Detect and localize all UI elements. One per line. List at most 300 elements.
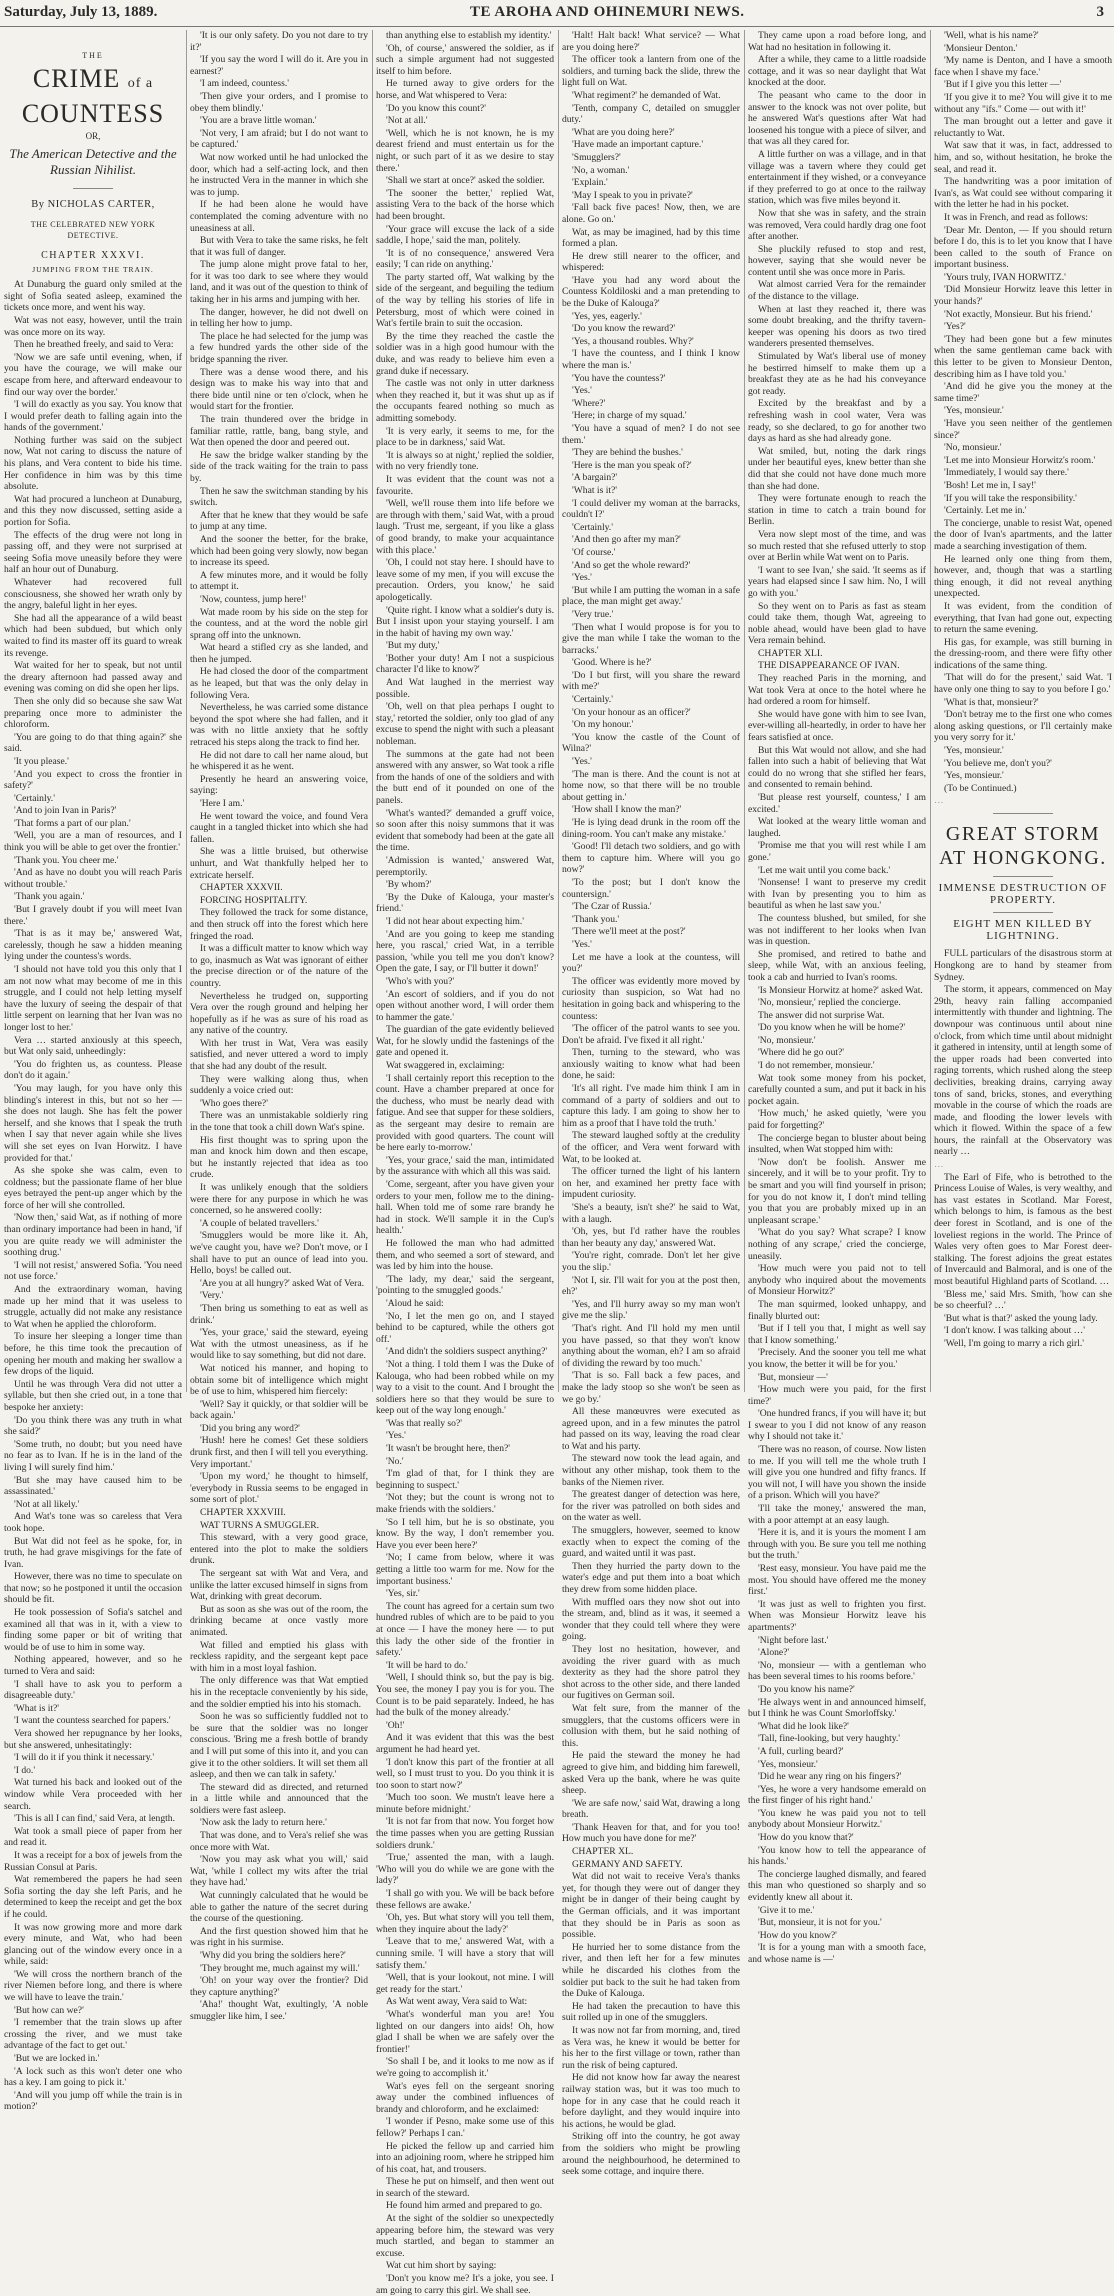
article-paragraph: 'How much were you paid, for the first time?' (748, 1384, 926, 1407)
article-paragraph: It was evident that the count was not a favourite. (376, 473, 554, 497)
article-paragraph: His gas, for example, was still burning in the dressing-room, and there were fifty other indications of the same thing. (934, 636, 1112, 671)
article-paragraph: 'Dear Mr. Denton, — If you should return before I do, this is to let you know that I have been called to the south of France on important business. (934, 224, 1112, 271)
chapter-36-title: CHAPTER XXXVI. (41, 249, 145, 261)
article-paragraph: 'No, a woman.' (572, 164, 630, 176)
article-paragraph: 'If you say the word I will do it. Are you in earnest?' (190, 54, 368, 77)
article-paragraph: 'Give it to me.' (758, 1904, 815, 1916)
story-title (4, 64, 182, 129)
article-paragraph: 'Then what I would propose is for you to give the man while I take the woman to the barracks.' (562, 621, 740, 656)
chapter-36-subtitle: JUMPING FROM THE TRAIN. (32, 264, 154, 274)
article-paragraph: 'Nonsense! I want to preserve my credit with Ivan by presenting you to him as beautiful as when he last saw you.' (748, 877, 926, 912)
article-paragraph: 'If you give it to me? You will give it to me without any "ifs." Come — out with it!' (934, 91, 1112, 115)
article-paragraph: They reached Paris in the morning, and Wat took Vera at once to the hotel where he had ordered a room for himself. (748, 673, 926, 708)
column-2 (190, 30, 368, 2022)
article-paragraph: 'Well? Say it quickly, or that soldier will be back again.' (190, 1398, 368, 1422)
article-paragraph: 'We will cross the northern branch of the river Niemen before long, and there is where we will have to leave the train.' (4, 1968, 182, 2004)
article-paragraph: 'Tall, fine-looking, but very haughty.' (758, 1733, 901, 1745)
article-paragraph: It was now not far from morning, and, tired as Vera was, he knew it would be better for his her to the first village or town, rather than run the risk of being captured. (562, 2024, 740, 2071)
article-paragraph: Wat did not wait to receive Vera's thanks yet, for though they were out of danger they might be in danger of their being caught by the German officials, and it was important that they should be in Paris as soon as possible. (562, 1871, 740, 1941)
article-paragraph: 'But please rest yourself, countess,' I am excited.' (748, 792, 926, 815)
page-number: 3 (1096, 4, 1104, 20)
article-paragraph: 'Here is the man you speak of?' (572, 459, 692, 471)
article-paragraph: The danger, however, he did not dwell on in telling her how to jump. (190, 306, 368, 330)
article-paragraph: After a while, they came to a little roadside cottage, and it was so near daylight that Wat knocked at the door. (748, 54, 926, 89)
article-paragraph: 'By whom?' (386, 879, 432, 891)
article-paragraph: Wat was not easy, however, until the train was once more on its way. (4, 314, 182, 338)
article-paragraph: 'You believe me, don't you?' (944, 757, 1052, 769)
article-paragraph: 'I wonder if Pesno, make some use of this fellow?' Perhaps I can.' (376, 2116, 554, 2139)
article-paragraph: 'No, I let the men go on, and I stayed behind to be captured, while the others got off.' (376, 1310, 554, 1345)
article-paragraph: 'Thank you.' (572, 913, 620, 925)
article-paragraph: 'To the post; but I don't know the countersign.' (562, 876, 740, 900)
article-paragraph: 'I remember that the train slows up after crossing the river, and we must take advantage of the fact to get out.' (4, 2017, 182, 2052)
article-paragraph: 'Yes, monsieur.' (944, 405, 1004, 417)
article-paragraph: If he had been alone he would have contemplated the coming adventure with no uneasiness at all. (190, 199, 368, 234)
divider (73, 188, 113, 189)
article-paragraph: 'Where did he go out?' (758, 1047, 845, 1059)
article-paragraph: To insure her sleeping a longer time than before, he this time took the precaution of opening her mouth and making her swallow a few drops of the liquid. (4, 1331, 182, 1378)
article-paragraph: 'Now you may ask what you will,' said Wat, 'while I collect my wits after the trial they have had.' (190, 1854, 368, 1889)
article-paragraph: 'The Czar of Russia.' (572, 901, 652, 913)
article-paragraph: 'I'm glad of that, for I think they are beginning to suspect.' (376, 1468, 554, 1491)
article-paragraph: So they went on to Paris as fast as steam could take them, though Wat, agreeing to noble ahead, would have been glad to have Vera remain behind. (748, 600, 926, 647)
column-rule (744, 30, 745, 1392)
article-paragraph: 'An escort of soldiers, and if you do not open without another word, I will order them to hammer the gate.' (376, 988, 554, 1023)
article-paragraph: The concierge laughed dismally, and feared this man who questioned so sharply and so evidently knew all about it. (748, 1868, 926, 1904)
storm-subtitle: IMMENSE DESTRUCTION OF PROPERTY. (938, 882, 1108, 906)
article-paragraph: And Wat's tone was so careless that Vera took hope. (4, 1511, 182, 1534)
article-paragraph: 'Yes, monsieur.' (944, 745, 1004, 757)
article-paragraph: 'Yes, and I'll hurry away so my man won't give me the slip.' (562, 1298, 740, 1322)
article-paragraph: 'Yes, he wore a very handsome emerald on the first finger of his right hand.' (748, 1783, 926, 1807)
article-paragraph: 'But, monsieur —' (758, 1371, 828, 1383)
article-paragraph: Wat's eyes fell on the sergeant snoring away under the combined influences of brandy and chloroform, and he exclaimed: (376, 2080, 554, 2115)
article-paragraph: 'You're right, comrade. Don't let her give you the slip.' (562, 1250, 740, 1273)
article-paragraph: 'Admission is wanted,' answered Wat, peremptorily. (376, 854, 554, 878)
article-paragraph: Excited by the breakfast and by a refreshing wash in cool water, Vera was ready, so she declared, to go for another two days as hard as she had already gone. (748, 398, 926, 445)
article-paragraph: 'I shall have to ask you to perform a disagreeable duty.' (4, 1678, 182, 1702)
article-paragraph: He saw the bridge walker standing by the side of the track waiting for the train to pass by. (190, 449, 368, 484)
article-paragraph: Then he saw the switchman standing by his switch. (190, 485, 368, 509)
article-paragraph: She had all the appearance of a wild beast which had been subdued, but which only waited to find its master off its guard to wreak its revenge. (4, 612, 182, 659)
column-6-body-top (934, 30, 1112, 807)
article-paragraph: 'Oh! on your way over the frontier? Did they capture anything?' (190, 1975, 368, 1998)
article-paragraph: 'Oh, I could not stay here. I should have to leave some of my men, if you will excuse the precaution. Orders, you know,' he said apologetically. (376, 557, 554, 603)
article-paragraph: Then they hurried the party down to the water's edge and put them into a boat which they drew from some hidden place. (562, 1560, 740, 1595)
article-paragraph: The answer did not surprise Wat. (758, 1009, 885, 1021)
article-paragraph: 'They are behind the bushes.' (572, 447, 683, 459)
article-paragraph: He turned away to give orders for the horse, and Wat whispered to Vera: (376, 78, 554, 101)
article-paragraph: She would have gone with him to see Ivan, ever-willing all-heartedly, in order to have her fears satisfied at once. (748, 708, 926, 744)
article-paragraph: 'My name is Denton, and I have a smooth face when I shave my face.' (934, 55, 1112, 78)
article-paragraph: 'I could deliver my woman at the barracks, couldn't I?' (562, 497, 740, 521)
article-paragraph: But with Vera to take the same risks, he felt that it was full of danger. (190, 235, 368, 258)
article-paragraph: She was a little bruised, but otherwise unhurt, and Wat thankfully helped her to extricate herself. (190, 846, 368, 881)
article-paragraph: 'Tenth, company C, detailed on smuggler duty.' (562, 102, 740, 126)
article-paragraph: 'What do you say? What scrape? I know nothing of any scrape,' cried the concierge, uneasily. (748, 1227, 926, 1262)
article-paragraph: 'A full, curling beard?' (758, 1745, 844, 1757)
article-paragraph: 'He always went in and announced himself, but I think he was Count Smorloffsky.' (748, 1696, 926, 1720)
article-paragraph: The Earl of Fife, who is betrothed to the Princess Louise of Wales, is very wealthy, and has vast estates in Scotland. Mar Forest, which belongs to him, is famous as the best deer forest in Scotland, and is one of the loveliest regions in the world. The Prince of Wales very often goes to Mar Forest deer-stalking. The forest adjoins the great estates of Invercauld and Balmoral, and is one of the most beautiful Highland parts of Scotland. … (934, 1171, 1112, 1287)
article-paragraph: 'Don't you know me? It's a joke, you see. I am going to carry this girl. We shall see. (376, 2273, 554, 2296)
article-paragraph: FORCING HOSPITALITY. (200, 894, 308, 906)
article-paragraph: The train thundered over the bridge in familiar rattle, rattle, bang, bang style, and Wat then opened the door and peered out. (190, 414, 368, 449)
article-paragraph: 'And didn't the soldiers suspect anything?' (386, 1346, 548, 1358)
article-paragraph: 'No, monsieur,' replied the concierge. (758, 997, 901, 1009)
article-paragraph: He followed the man who had admitted them, and who seemed a sort of steward, and was led by him into the house. (376, 1237, 554, 1273)
article-paragraph: 'Have made an important capture.' (572, 139, 704, 151)
article-paragraph: It was in French, and read as follows: (944, 211, 1088, 223)
column-5 (748, 30, 926, 1965)
story-title-of: of a (127, 75, 154, 91)
article-paragraph: 'What is it?' (14, 1702, 60, 1714)
article-paragraph: And the first question showed him that he was right in his surmise. (190, 1925, 368, 1949)
article-paragraph: It was a receipt for a box of jewels from the Russian Consul at Paris. (4, 1849, 182, 1873)
article-paragraph: 'Where?' (572, 397, 606, 409)
article-paragraph: 'So shall I be, and it looks to me now as if we're going to accomplish it.' (376, 2056, 554, 2079)
story-subtitle: The American Detective and the Russian Nihilist. (9, 146, 177, 178)
article-paragraph: 'I do not remember, monsieur.' (758, 1060, 875, 1072)
article-paragraph: 'Let me wait until you come back.' (758, 864, 891, 876)
column-2-body (190, 30, 368, 2023)
article-paragraph: The officer took a lantern from one of the soldiers, and turning back the slide, threw the light full on Wat. (562, 54, 740, 89)
article-paragraph: 'It is not far from that now. You forget how the time passes when you are getting Russian soldiers drunk.' (376, 1816, 554, 1851)
article-paragraph: 'Thank Heaven for that, and for you too! How much you have done for me?' (562, 1821, 740, 1845)
article-paragraph: They were walking along thus, when suddenly a voice cried out: (190, 1073, 368, 1097)
story-title-part2: COUNTESS (21, 98, 165, 128)
article-paragraph: Wat cut him short by saying: (386, 2260, 497, 2272)
divider (993, 876, 1053, 877)
article-paragraph: 'How much,' he asked quietly, 'were you paid for forgetting?' (748, 1108, 926, 1132)
article-paragraph: 'The officer of the patrol wants to see you. Don't be afraid. I've fixed it all right.' (562, 1023, 740, 1046)
article-paragraph: Wat heard a stifled cry as she landed, and then he jumped. (190, 642, 368, 665)
article-paragraph: 'Oh!' (386, 1719, 405, 1731)
article-paragraph: The guardian of the gate evidently believed Wat, for he slowly undid the fastenings of the gate and opened it. (376, 1024, 554, 1059)
article-paragraph: 'Yes, monsieur.' (758, 1758, 818, 1770)
article-paragraph: 'Yes, monsieur.' (944, 770, 1004, 782)
article-paragraph: As Wat went away, Vera said to Wat: (386, 1996, 528, 2008)
article-paragraph: 'Alone?' (758, 1647, 790, 1659)
article-paragraph: The greatest danger of detection was here, for the river was patrolled on both sides and on the water as well. (562, 1489, 740, 1524)
story-the: THE (82, 51, 104, 60)
column-rule (930, 30, 931, 1392)
article-paragraph: 'Good. Where is he?' (572, 657, 652, 669)
article-paragraph: 'What's wonderful man you are! You lighted on our dangers into aids! Oh, how glad I shall be when we are safely over the frontier!' (376, 2008, 554, 2055)
article-paragraph: 'But how can we?' (14, 2004, 84, 2016)
article-paragraph: He hurried her to some distance from the river, and then left her for a few minutes while he discarded his clothes from the soldier put back to the suit he had taken from the Duke of Kalouga. (562, 1941, 740, 2000)
article-paragraph: Wat took some money from his pocket, carefully counted a sum, and put it back in his pocket again. (748, 1072, 926, 1107)
article-paragraph: 'But if I tell you that, I might as well say that I know something.' (748, 1323, 926, 1346)
article-paragraph: 'Oh, well on that plea perhaps I ought to stay,' retorted the soldier, only too glad of any excuse to spend the night with such a pleasant nobleman. (376, 701, 554, 748)
article-paragraph: But as soon as she was out of the room, the drinking became at once vastly more animated. (190, 1603, 368, 1638)
article-paragraph: Wat swaggered in, exclaiming: (386, 1060, 505, 1072)
article-paragraph: Wat felt sure, from the manner of the smugglers, that the customs officers were in collusion with them, but he said nothing of this. (562, 1702, 740, 1749)
article-paragraph: 'Promise me that you will rest while I am gone.' (748, 840, 926, 863)
article-paragraph: than anything else to establish my identity.' (386, 30, 552, 41)
column-rule (558, 30, 559, 1392)
article-paragraph: 'Not at all.' (386, 115, 428, 127)
article-paragraph: 'Yes.' (386, 1430, 406, 1442)
article-paragraph: 'Now we are safe until evening, when, if you have the courage, we will make our escape from here, and afterward endeavour to find our way over the border.' (4, 351, 182, 398)
article-paragraph: 'Yes.' (572, 756, 592, 768)
article-paragraph: 'Good! I'll detach two soldiers, and go with them to capture him. Where will you go now?' (562, 841, 740, 876)
article-paragraph: 'A couple of belated travellers.' (200, 1217, 319, 1229)
article-paragraph: They came upon a road before long, and Wat had no hesitation in following it. (748, 30, 926, 53)
article-paragraph: By the time they reached the castle the soldier was in a high good humour with the duke, and was ready to believe him even a grand duke if necessary. (376, 330, 554, 377)
article-paragraph: 'I have the countess, and I think I know where the man is.' (562, 348, 740, 372)
article-paragraph: 'It was just as well to frighten you first. When was Monsieur Horwitz leave his apartments?' (748, 1598, 926, 1633)
article-paragraph: 'But I gravely doubt if you will meet Ivan there.' (4, 904, 182, 927)
article-paragraph: 'Certainly. Let me in.' (944, 505, 1027, 517)
article-paragraph: 'But we are locked in.' (14, 2053, 100, 2065)
article-paragraph: 'And will you jump off while the train is in motion?' (4, 2089, 182, 2113)
story-heading (4, 50, 182, 178)
article-paragraph: 'She's a beauty, isn't she?' he said to Wat, with a laugh. (562, 1202, 740, 1225)
article-paragraph: Wat had procured a luncheon at Dunaburg, and this they now discussed, setting aside a portion for Sofia. (4, 493, 182, 529)
article-paragraph: 'What regiment?' he demanded of Wat. (572, 89, 721, 101)
article-paragraph: After that he knew that they would be safe to jump at any time. (190, 509, 368, 533)
article-paragraph: 'The lady, my dear,' said the sergeant, 'pointing to the smuggled goods.' (376, 1273, 554, 1297)
article-paragraph: 'Who's with you?' (386, 975, 455, 987)
article-paragraph: 'On my honour.' (572, 719, 634, 731)
article-paragraph: 'I do.' (14, 1764, 36, 1776)
article-paragraph: 'Explain.' (572, 177, 608, 189)
article-paragraph: Nevertheless he trudged on, supporting Vera over the rough ground and helping her hopefully as if he was as sure of his road as any native of the country. (190, 990, 368, 1037)
divider (993, 912, 1053, 913)
article-paragraph: 'Have you had any word about the Countess Koldiloski and a man pretending to be the Duke of Kalouga?' (562, 274, 740, 310)
article-paragraph: 'Well, you are a man of resources, and I think you will be able to get over the frontier.' (4, 830, 182, 854)
article-paragraph: 'It's all right. I've made him think I am in command of a party of soldiers and out to capture this lady. I am going to show her to him as a proof that I have told the truth.' (562, 1083, 740, 1129)
article-paragraph: Wat now worked until he had unlocked the door, which had a self-acting lock, and then he instructed Vera in the manner in which she was to jump. (190, 151, 368, 198)
article-paragraph: 'Leave that to me,' answered Wat, with a cunning smile. 'I will have a story that will satisfy them.' (376, 1936, 554, 1971)
article-paragraph: He learned only one thing from them, however, and, though that was a startling thing enough, it did not reveal anything unexpected. (934, 553, 1112, 600)
article-paragraph: The concierge, unable to resist Wat, opened the door of Ivan's apartments, and the latter made a searching investigation of them. (934, 517, 1112, 552)
article-paragraph: 'The sooner the better,' replied Wat, assisting Vera to the back of the horse which had been brought. (376, 187, 554, 222)
article-paragraph: But this Wat would not allow, and she had fallen into such a habit of believing that Wat could do no wrong that she stifled her fears, and consented to remain behind. (748, 744, 926, 791)
article-paragraph: 'Well, we'll rouse them into life before we are through with them,' said Wat, with a proud laugh. 'Trust me, sergeant, if you like a glass of good brandy, to make your acquaintance with this place.' (376, 498, 554, 556)
article-paragraph: A little further on was a village, and in that village was a tavern where they could get entertainment if they wished, or a conveyance if they preferred to go at once to the railway station, which was five miles beyond it. (748, 148, 926, 207)
article-paragraph: 'It is always so at night,' replied the soldier, with no very friendly tone. (376, 449, 554, 473)
article-paragraph: The party started off, Wat walking by the side of the sergeant, and beguiling the tedium of the way by telling his stories of life in Petersburg, most of which were coined in Wat's fertile brain to suit the occasion. (376, 271, 554, 330)
article-paragraph: The sergeant sat with Wat and Vera, and unlike the latter excused himself in signs from Wat, drinking with great decorum. (190, 1568, 368, 1603)
article-paragraph: The jump alone might prove fatal to her, for it was too dark to see where they would land, and it was out of the question to think of taking her in his arms and jumping with her. (190, 259, 368, 306)
article-paragraph: The handwriting was a poor imitation of Ivan's, as Wat could see without comparing it with the letter he had in his pocket. (934, 176, 1112, 211)
article-paragraph: 'Very true.' (572, 608, 614, 620)
article-paragraph: He found him armed and prepared to go. (386, 2200, 543, 2212)
article-paragraph: 'That's right. And I'll hold my men until you have passed, so that they won't know anything about the woman, eh? I am so afraid of dividing the reward by too much.' (562, 1322, 740, 1369)
article-paragraph: 'Come, sergeant, after you have given your orders to your men, follow me to the dining-hall. When told me of some rare brandy he had in stock. We'll sample it in the Cup's health.' (376, 1179, 554, 1237)
article-paragraph: The steward now took the lead again, and without any other mishap, took them to the banks of the Niemen river. (562, 1453, 740, 1488)
article-paragraph: 'Oh, yes, but I'd rather have the roubles than her beauty any day,' answered Wat. (562, 1226, 740, 1249)
article-paragraph: 'Hush! here he comes! Get these soldiers drunk first, and then I will tell you everything. Very important.' (190, 1435, 368, 1470)
article-paragraph: 'Did Monsieur Horwitz leave this letter in your hands?' (934, 284, 1112, 308)
article-paragraph: 'Yes, your grace,' said the steward, eyeing Wat with the utmost uneasiness, as if he would like to say something, but did not dare. (190, 1327, 368, 1362)
article-paragraph: … (934, 795, 945, 807)
article-paragraph: 'You do frighten us, as countess. Please don't do it again.' (4, 1058, 182, 1082)
article-paragraph: 'Certainly.' (14, 792, 55, 804)
article-paragraph: Wat looked at the weary little woman and laughed. (748, 816, 926, 839)
article-paragraph: 'Well, that is your lookout, not mine. I will get ready for the start.' (376, 1972, 554, 1995)
article-paragraph: 'They had been gone but a few minutes when the same gentleman came back with this letter to be given to Monsieur Denton, describing him as I have told you.' (934, 333, 1112, 380)
article-paragraph: The castle was not only in utter darkness when they reached it, but it was shut up as if the occupants feared nothing so much as admitting somebody. (376, 378, 554, 424)
article-paragraph: He had taken the precaution to have this suit rolled up in one of the smugglers. (562, 2000, 740, 2024)
article-paragraph: 'On your honour as an officer?' (572, 706, 691, 718)
article-paragraph: 'A bargain?' (572, 472, 618, 484)
article-paragraph: 'And to join Ivan in Paris?' (14, 805, 117, 817)
article-paragraph: But Wat did not feel as he spoke, for, in truth, he had grave misgivings for the fate of Ivan. (4, 1535, 182, 1570)
article-paragraph: Wat cunningly calculated that he would be able to gather the nature of the secret during the course of the questioning. (190, 1890, 368, 1925)
article-paragraph: 'Yes.' (572, 385, 592, 397)
article-paragraph: There was an unmistakable soldierly ring in the tone that took a chill down Wat's spine. (190, 1110, 368, 1134)
article-paragraph: Striking off into the country, he got away from the soldiers who might be prowling around the neighbourhood, he determined to seek some cottage, and inquire there. (562, 2131, 740, 2178)
article-paragraph: THE DISAPPEARANCE OF IVAN. (758, 660, 900, 672)
article-paragraph: 'The man is there. And the count is not at home now, so that there will be no trouble about getting in.' (562, 768, 740, 803)
article-paragraph: As she spoke she was calm, even to coldness; but the passionate flame of her blue eyes betrayed the pent-up anger which by the force of her will she controlled. (4, 1165, 182, 1211)
article-paragraph: 'They brought me, much against my will.' (200, 1962, 360, 1974)
column-rule (372, 30, 373, 1392)
article-paragraph: He paid the steward the money he had agreed to give him, and bidding him farewell, asked Vera up the bank, where he was quite sheep. (562, 1750, 740, 1797)
article-paragraph: 'How do you know?' (758, 1929, 837, 1941)
article-paragraph: Vera showed her repugnance by her looks, but she answered, unhesitatingly: (4, 1728, 182, 1751)
article-paragraph: 'Then give your orders, and I promise to obey them blindly.' (190, 90, 368, 114)
article-paragraph: 'Not at all likely.' (14, 1498, 80, 1510)
article-paragraph: It was evident, from the condition of everything, that Ivan had gone out, expecting to return the same evening. (934, 600, 1112, 636)
column-4-body (562, 30, 740, 2178)
article-paragraph: CHAPTER XXXVII. (200, 882, 283, 894)
article-paragraph: 'Don't betray me to the first one who comes along asking questions, or I'll certainly make you very sorry for it.' (934, 709, 1112, 744)
article-paragraph: 'What's wanted?' demanded a gruff voice, so soon after this noisy summons that it was evident that somebody had been at the gate all the time. (376, 807, 554, 854)
article-paragraph: Let me have a look at the countess, will you?' (562, 951, 740, 975)
article-paragraph: Nevertheless, he was carried some distance beyond the spot where she had fallen, and it was with no little anxiety that he softly retraced his steps along the track to find her. (190, 702, 368, 749)
article-paragraph: 'It will be hard to do.' (386, 1659, 468, 1671)
article-paragraph: 'Did he wear any ring on his fingers?' (758, 1771, 902, 1783)
article-paragraph: 'Yes, sir.' (386, 1588, 420, 1600)
column-4 (562, 30, 740, 2178)
article-paragraph: 'Well, what is his name?' (944, 30, 1039, 41)
article-paragraph: She pluckily refused to stop and rest, however, saying that she would never be content until she was once more in Paris. (748, 243, 926, 278)
article-paragraph: 'Night before last.' (758, 1634, 829, 1646)
article-paragraph: That was done, and to Vera's relief she was once more with Wat. (190, 1830, 368, 1853)
column-3 (376, 30, 554, 2296)
article-paragraph: 'What are you doing here?' (572, 126, 675, 138)
article-paragraph: 'Not they; but the count is wrong not to make friends with the soldiers.' (376, 1492, 554, 1516)
article-paragraph: 'But, monsieur, it is not for you.' (758, 1917, 882, 1929)
story-title-part1: CRIME (32, 63, 121, 93)
article-paragraph: The summons at the gate had not been answered with any answer, so Wat took a rifle from the hands of one of the soldiers and with the butt end of it pounded on one of the panels. (376, 748, 554, 806)
article-paragraph: 'No, monsieur.' (944, 442, 1002, 454)
article-paragraph: 'Yes, yes, eagerly.' (572, 310, 642, 322)
article-paragraph: His first thought was to spring upon the man and knock him down and then escape, but he instantly rejected that idea as too crude. (190, 1134, 368, 1181)
article-paragraph: 'You are a brave little woman.' (200, 115, 317, 127)
article-paragraph: 'And then go after my man?' (572, 534, 681, 546)
article-paragraph: 'Is Monsieur Horwitz at home?' asked Wat. (758, 984, 923, 996)
article-paragraph: The steward laughed softly at the credulity of the officer, and Vera went forward with Wat, to be looked at. (562, 1130, 740, 1165)
article-paragraph: 'And did he give you the money at the same time?' (934, 381, 1112, 404)
article-paragraph: 'No.' (386, 1455, 404, 1467)
article-paragraph: 'Not I, sir. I'll wait for you at the post then, eh?' (562, 1274, 740, 1298)
article-paragraph: Wat made room by his side on the step for the countess, and at the word the noble girl sprang off into the unknown. (190, 606, 368, 641)
article-paragraph: 'Rest easy, monsieur. You have paid me the most. You should have offered me the money first.' (748, 1563, 926, 1598)
article-paragraph: And the sooner the better, for the brake, which had been going very slowly, now began to increase its speed. (190, 533, 368, 569)
article-paragraph: 'You know the castle of the Count of Wilna?' (562, 731, 740, 755)
article-paragraph: They followed the track for some distance, and then struck off into the forest which here fringed the road. (190, 907, 368, 942)
article-paragraph: Wat waited for her to speak, but not until the dreary afternoon had passed away and evening was coming on did she open her lips. (4, 660, 182, 695)
article-paragraph: 'Yes?' (944, 321, 966, 333)
article-paragraph: 'But my duty,' (386, 640, 440, 652)
article-paragraph: 'Do you think there was any truth in what she said?' (4, 1414, 182, 1438)
article-paragraph: 'Now, countess, jump here!' (200, 593, 306, 605)
article-paragraph: The count has agreed for a certain sum two hundred rubles of which are to be paid to you at once — I have the money here — to put this lady the other side of the frontier in safety.' (376, 1600, 554, 1659)
article-paragraph: A few minutes more, and it would be folly to attempt it. (190, 569, 368, 593)
article-paragraph: 'It you please.' (14, 755, 69, 767)
article-paragraph: With her trust in Wat, Vera was easily satisfied, and never uttered a word to imply that she had any doubt of the result. (190, 1037, 368, 1073)
article-paragraph: 'I did not hear about expecting him.' (386, 915, 524, 927)
article-paragraph: And Wat laughed in the merriest way possible. (376, 677, 554, 700)
article-paragraph: 'This is all I can find,' said Vera, at length. (14, 1813, 176, 1825)
article-paragraph: 'There we'll meet at the post?' (572, 926, 686, 938)
article-paragraph: 'Do you know when he will be home?' (758, 1022, 906, 1034)
article-paragraph: 'I will not resist,' answered Sofia. 'You need not use force.' (4, 1259, 182, 1283)
article-paragraph: 'You have the countess?' (572, 372, 666, 384)
article-paragraph: 'Your grace will excuse the lack of a side saddle, I hope,' said the man, politely. (376, 223, 554, 247)
article-paragraph: The place he had selected for the jump was a few hundred yards the other side of the bridge spanning the river. (190, 330, 368, 366)
article-paragraph: It was now growing more and more dark every minute, and Wat, who had been glancing out of the window every once in a while, said: (4, 1921, 182, 1968)
article-paragraph: 'Now ask the lady to return here.' (200, 1817, 327, 1829)
article-paragraph: There was a dense wood there, and his design was to make his way into that and there bide until nine or ten o'clock, when he would start for the frontier. (190, 366, 368, 413)
article-paragraph: 'But what is that?' asked the young lady. (944, 1312, 1098, 1324)
article-paragraph: 'It is very early, it seems to me, for the place to be in darkness,' said Wat. (376, 425, 554, 449)
article-paragraph: 'I'll take the money,' answered the man, with a poor attempt at an easy laugh. (748, 1503, 926, 1526)
columns (4, 30, 1112, 2296)
article-paragraph: 'But she may have caused him to be assassinated.' (4, 1474, 182, 1498)
article-paragraph: When at last they reached it, there was some doubt breaking, and the thrifty tavern-keeper was opening his doors as two tired wanderers presented themselves. (748, 303, 926, 350)
article-paragraph: 'But if I give you this letter —' (944, 79, 1062, 91)
article-paragraph: He drew still nearer to the officer, and whispered: (562, 250, 740, 274)
article-paragraph: The countess blushed, but smiled, for she was not indifferent to her looks when Ivan was in question. (748, 912, 926, 948)
byline: By NICHOLAS CARTER, (31, 199, 155, 211)
article-paragraph: … (934, 1159, 945, 1171)
article-paragraph: 'What did he look like?' (758, 1720, 849, 1732)
article-paragraph: 'By the Duke of Kalouga, your master's friend.' (376, 891, 554, 915)
article-paragraph: 'You are going to do that thing again?' she said. (4, 731, 182, 755)
article-paragraph: GERMANY AND SAFETY. (572, 1858, 683, 1870)
article-paragraph: 'One hundred francs, if you will have it; but I swear to you I did not know of any reason why I should not take it.' (748, 1408, 926, 1443)
article-paragraph: 'So I tell him, but he is so obstinate, you know. By the way, I don't remember you. Have you ever been here?' (376, 1516, 554, 1551)
masthead (0, 0, 1114, 27)
article-paragraph: Vera now slept most of the time, and was so much rested that she refused utterly to stop over at Berlin while Wat went on to Paris. (748, 528, 926, 564)
article-paragraph: 'Why did you bring the soldiers here?' (200, 1950, 346, 1961)
article-paragraph: The peasant who came to the door in answer to the knock was not over polite, but he answered Wat's questions after Wat had loosened his tongue with a piece of silver, and that was all they cared for. (748, 89, 926, 148)
article-paragraph: 'May I speak to you in private?' (572, 189, 693, 201)
article-paragraph: 'How do you know that?' (758, 1832, 854, 1844)
article-paragraph: 'A lock such as this won't deter one who has a key. I am going to pick it.' (4, 2065, 182, 2089)
article-paragraph: 'Thank you. You cheer me.' (14, 854, 119, 866)
article-paragraph: 'Some truth, no doubt; but you need have no fear as to Ivan. If he is in the land of the living I will surely find him.' (4, 1438, 182, 1473)
article-paragraph: 'It is of no consequence,' answered Vera easily; 'I can ride on anything.' (376, 247, 554, 271)
article-paragraph: 'And so get the whole reward?' (572, 559, 691, 571)
article-paragraph: Nothing appeared, however, and so he turned to Vera and said: (4, 1654, 182, 1678)
article-paragraph: 'Smugglers?' (572, 151, 621, 163)
article-paragraph: 'Not a thing. I told them I was the Duke of Kalouga, who had been robbed while on my way to a visit to the count. And I brought the soldiers here so that they would be sure to keep out of the way long enough.' (376, 1358, 554, 1417)
article-paragraph: And it was evident that this was the best argument he had heard yet. (376, 1732, 554, 1755)
article-paragraph: 'Well, I'm going to marry a rich girl.' (944, 1337, 1085, 1349)
article-paragraph: The smugglers, however, seemed to know exactly when to expect the coming of the guard, and waited until it was past. (562, 1525, 740, 1560)
article-paragraph: 'I want the countess searched for papers.' (14, 1715, 171, 1727)
article-paragraph: 'Well, which he is not known, he is my dearest friend and must entertain us for the night, or such part of it as we desire to stay there.' (376, 127, 554, 174)
article-paragraph: Soon he was so sufficiently fuddled not to be sure that the soldier was no longer conscious. 'Bring me a fresh bottle of brandy and I will put some of this into it, and you can give it to the other soldiers. It will set them all asleep, and then we can talk in safety.' (190, 1711, 368, 1781)
article-paragraph: These he put on himself, and then went out in search of the steward. (376, 2176, 554, 2199)
column-6-body-bottom (934, 948, 1112, 1349)
